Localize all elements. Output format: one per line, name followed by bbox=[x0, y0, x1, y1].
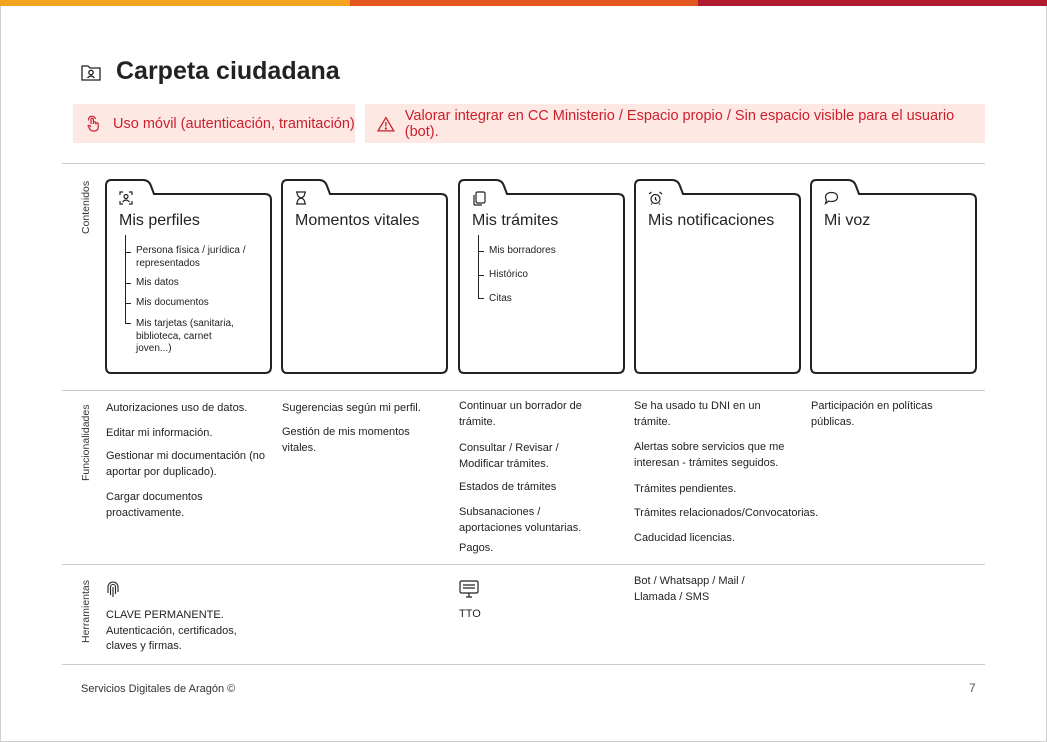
func-item: Autorizaciones uso de datos. bbox=[106, 402, 248, 414]
hourglass-icon bbox=[295, 191, 307, 205]
monitor-icon bbox=[459, 580, 479, 598]
divider-funcionalidades bbox=[62, 564, 985, 565]
fingerprint-icon bbox=[106, 580, 120, 598]
divider-herramientas bbox=[62, 664, 985, 665]
copy-icon bbox=[472, 191, 486, 206]
row-label-funcionalidades: Funcionalidades bbox=[80, 404, 92, 481]
func-col-perfiles bbox=[106, 401, 276, 561]
tree-item[interactable]: Mis tarjetas (sanitaria, biblioteca, carnet joven...) bbox=[136, 318, 234, 354]
folder-title: Mis trámites bbox=[472, 212, 559, 229]
func-item: Pagos. bbox=[459, 542, 494, 554]
func-item: Caducidad licencias. bbox=[634, 532, 735, 544]
func-item: Estados de trámites bbox=[459, 481, 557, 493]
func-item: Continuar un borrador de trámite. bbox=[459, 400, 582, 428]
tree-item[interactable]: Mis documentos bbox=[136, 297, 209, 308]
tree-item[interactable]: Histórico bbox=[489, 269, 528, 280]
tree-item[interactable]: Mis datos bbox=[136, 277, 179, 288]
row-label-contenidos: Contenidos bbox=[80, 180, 92, 234]
alarm-icon bbox=[648, 191, 663, 205]
func-item: Subsanaciones / aportaciones voluntarias. bbox=[459, 506, 582, 534]
alert-mobile-use bbox=[73, 104, 355, 143]
func-item: Trámites pendientes. bbox=[634, 483, 737, 495]
page-number: 7 bbox=[969, 681, 976, 695]
folder-title: Mi voz bbox=[824, 212, 871, 229]
func-col-notificaciones bbox=[634, 399, 834, 559]
func-col-momentos bbox=[282, 401, 452, 561]
divider-contenidos bbox=[62, 390, 985, 391]
func-item: Gestionar mi documentación (no aportar por duplicado). bbox=[106, 450, 265, 478]
page-header bbox=[80, 57, 340, 86]
page-title: Carpeta ciudadana bbox=[116, 57, 340, 85]
func-col-tramites bbox=[459, 399, 629, 559]
folder-tree bbox=[125, 235, 255, 360]
footer-copyright: Servicios Digitales de Aragón © bbox=[81, 683, 236, 695]
tool-item: CLAVE PERMANENTE. Autenticación, certificados, claves y firmas. bbox=[106, 609, 237, 652]
divider-top bbox=[62, 163, 985, 164]
top-color-bar bbox=[0, 0, 1047, 6]
func-col-mi-voz bbox=[811, 399, 981, 459]
folder-title: Mis notificaciones bbox=[648, 212, 775, 229]
func-item: Consultar / Revisar / Modificar trámites. bbox=[459, 442, 559, 470]
func-item: Se ha usado tu DNI en un trámite. bbox=[634, 400, 761, 428]
tree-item[interactable]: Mis borradores bbox=[489, 245, 556, 256]
alert-warning-text: Valorar integrar en CC Ministerio / Espacio propio / Sin espacio visible para el usuario (bot). bbox=[404, 107, 955, 140]
folder-title: Mis perfiles bbox=[119, 212, 200, 229]
alert-mobile-text: Uso móvil (autenticación, tramitación) bbox=[113, 115, 355, 132]
folder-title: Momentos vitales bbox=[295, 212, 420, 229]
face-scan-icon bbox=[119, 191, 133, 205]
func-item: Sugerencias según mi perfil. bbox=[282, 402, 421, 414]
func-item: Alertas sobre servicios que me interesan - trámites seguidos. bbox=[634, 441, 785, 469]
warning-icon bbox=[377, 116, 395, 132]
hand-touch-icon bbox=[85, 115, 103, 133]
tree-item[interactable]: Persona física / jurídica / representados bbox=[136, 245, 246, 269]
func-item: Gestión de mis momentos vitales. bbox=[282, 426, 410, 454]
tree-item[interactable]: Citas bbox=[489, 293, 512, 304]
row-label-herramientas: Herramientas bbox=[80, 579, 92, 643]
func-item: Editar mi información. bbox=[106, 427, 213, 439]
func-item: Cargar documentos proactivamente. bbox=[106, 491, 203, 519]
tool-col-notificaciones bbox=[634, 574, 804, 634]
folder-user-icon bbox=[80, 61, 102, 83]
tool-col-perfiles bbox=[106, 580, 276, 660]
tool-item: TTO bbox=[459, 608, 481, 620]
tool-col-tramites bbox=[459, 580, 629, 640]
func-item: Trámites relacionados/Convocatorias. bbox=[634, 507, 819, 519]
tool-item: Bot / Whatsapp / Mail / Llamada / SMS bbox=[634, 575, 745, 603]
func-item: Participación en políticas públicas. bbox=[811, 400, 933, 428]
chat-bubble-icon bbox=[824, 191, 839, 205]
alert-warning bbox=[365, 104, 985, 143]
folder-tree bbox=[478, 235, 608, 305]
